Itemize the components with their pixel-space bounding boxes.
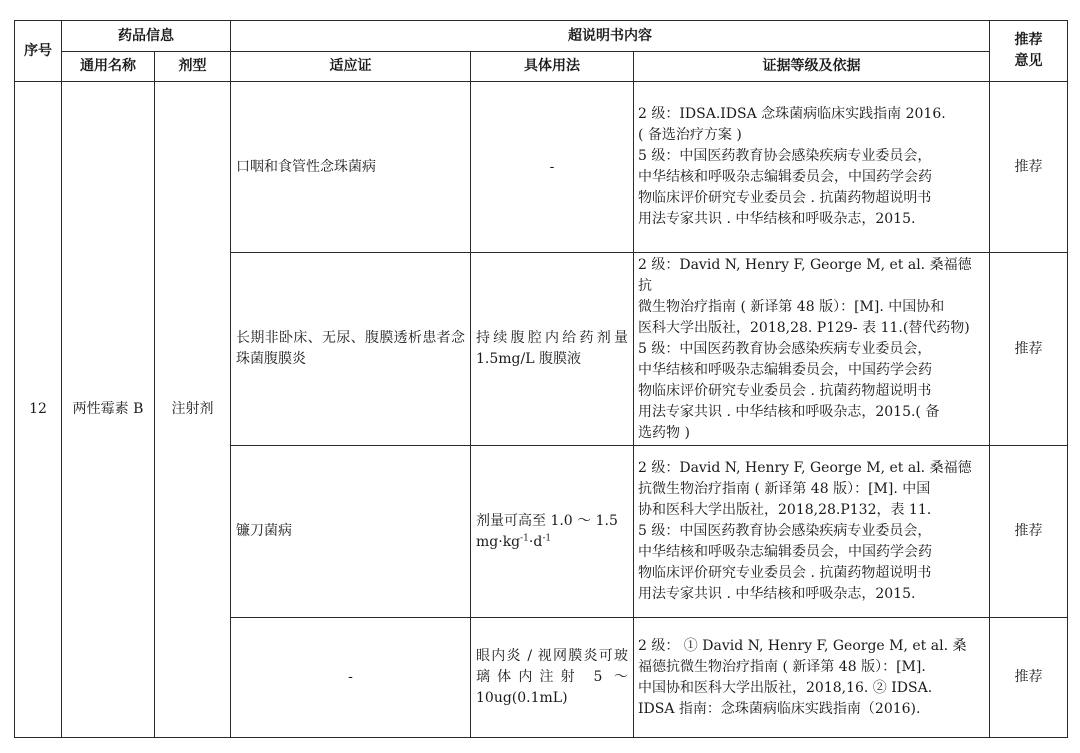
evidence-line: 5 级：中国医药教育协会感染疾病专业委员会， — [638, 148, 932, 164]
header-drug-info: 药品信息 — [62, 21, 231, 52]
evidence-line: 物临床评价研究专业委员会 . 抗菌药物超说明书 — [638, 565, 932, 581]
header-evidence: 证据等级及依据 — [634, 52, 990, 82]
drug-seq: 12 — [15, 82, 62, 738]
evidence-line: 5 级：中国医药教育协会感染疾病专业委员会， — [638, 523, 932, 539]
usage-text: 剂量可高至 1.0 ～ 1.5 mg·kg — [476, 512, 618, 550]
header-indication: 适应证 — [231, 52, 471, 82]
evidence-line: 中华结核和呼吸杂志编辑委员会，中国药学会药 — [638, 361, 932, 378]
header-usage: 具体用法 — [471, 52, 634, 82]
evidence-line: 中华结核和呼吸杂志编辑委员会，中国药学会药 — [638, 169, 932, 185]
header-seq: 序号 — [15, 21, 62, 82]
evidence-cell — [634, 82, 990, 253]
header-generic-name: 通用名称 — [62, 52, 155, 82]
header-row-1 — [15, 21, 1068, 52]
evidence-line: 医科大学出版社，2018,28. P129- 表 11.(替代药物) — [638, 319, 970, 336]
evidence-line: 中华结核和呼吸杂志编辑委员会，中国药学会药 — [638, 544, 932, 560]
header-dosage-form: 剂型 — [155, 52, 231, 82]
off-label-drug-table — [14, 20, 1068, 738]
drug-form: 注射剂 — [155, 82, 231, 738]
evidence-line: 用法专家共识 . 中华结核和呼吸杂志，2015. — [638, 211, 916, 227]
usage-cell: - — [471, 82, 634, 253]
evidence-line: 抗微生物治疗指南 ( 新译第 48 版）：[M]. 中国 — [638, 481, 931, 497]
drug-name: 两性霉素 B — [62, 82, 155, 738]
recommend-cell: 推荐 — [990, 82, 1068, 253]
header-row-2 — [15, 52, 1068, 82]
evidence-line: 2 级：David N, Henry F, George M, et al. 桑福德 — [638, 460, 972, 476]
evidence-cell — [634, 446, 990, 618]
evidence-line: 5 级：中国医药教育协会感染疾病专业委员会， — [638, 340, 932, 357]
evidence-line: 物临床评价研究专业委员会 . 抗菌药物超说明书 — [638, 190, 932, 206]
header-recommend-text: 推荐意见 — [1014, 32, 1043, 69]
evidence-cell — [634, 618, 990, 738]
evidence-line: 微生物治疗指南 ( 新译第 48 版）：[M]. 中国协和 — [638, 298, 945, 315]
usage-cell: 持续腹腔内给药剂量 1.5mg/L 腹膜液 — [471, 253, 634, 446]
evidence-line: 用法专家共识 . 中华结核和呼吸杂志，2015. — [638, 586, 916, 602]
evidence-line: ( 备选治疗方案 ) — [638, 127, 742, 143]
recommend-cell: 推荐 — [990, 253, 1068, 446]
evidence-line: IDSA 指南：念珠菌病临床实践指南（2016). — [638, 700, 921, 717]
evidence-line: 2 级：IDSA.IDSA 念珠菌病临床实践指南 2016. — [638, 106, 946, 122]
recommend-cell: 推荐 — [990, 618, 1068, 738]
recommend-cell: 推荐 — [990, 446, 1068, 618]
usage-text: ·d — [528, 533, 543, 550]
evidence-line: 协和医科大学出版社，2018,28.P132，表 11. — [638, 502, 932, 518]
usage-cell — [471, 446, 634, 618]
usage-cell: 眼内炎 / 视网膜炎可玻璃体内注射 5 ～ 10ug(0.1mL) — [471, 618, 634, 738]
evidence-cell — [634, 253, 990, 446]
usage-sup: -1 — [520, 532, 529, 543]
evidence-line: 选药物 ) — [638, 424, 690, 441]
indication-cell: 长期非卧床、无尿、腹膜透析患者念珠菌腹膜炎 — [231, 253, 471, 446]
evidence-line: 福德抗微生物治疗指南 ( 新译第 48 版）：[M]. — [638, 658, 926, 675]
indication-cell: 口咽和食管性念珠菌病 — [231, 82, 471, 253]
evidence-line: 用法专家共识 . 中华结核和呼吸杂志，2015.( 备 — [638, 403, 940, 420]
header-recommend — [990, 21, 1068, 82]
indication-cell: 镰刀菌病 — [231, 446, 471, 618]
table-row — [15, 82, 1068, 253]
evidence-line: 物临床评价研究专业委员会 . 抗菌药物超说明书 — [638, 382, 932, 399]
usage-sup: -1 — [542, 532, 552, 543]
header-off-label: 超说明书内容 — [231, 21, 990, 52]
evidence-line: 中国协和医科大学出版社，2018,16. ② IDSA. — [638, 679, 933, 696]
evidence-line: 2 级：David N, Henry F, George M, et al. 桑福德抗 — [638, 256, 972, 294]
evidence-line: 2 级： ① David N, Henry F, George M, et al. 桑 — [638, 637, 967, 654]
indication-cell: - — [231, 618, 471, 738]
